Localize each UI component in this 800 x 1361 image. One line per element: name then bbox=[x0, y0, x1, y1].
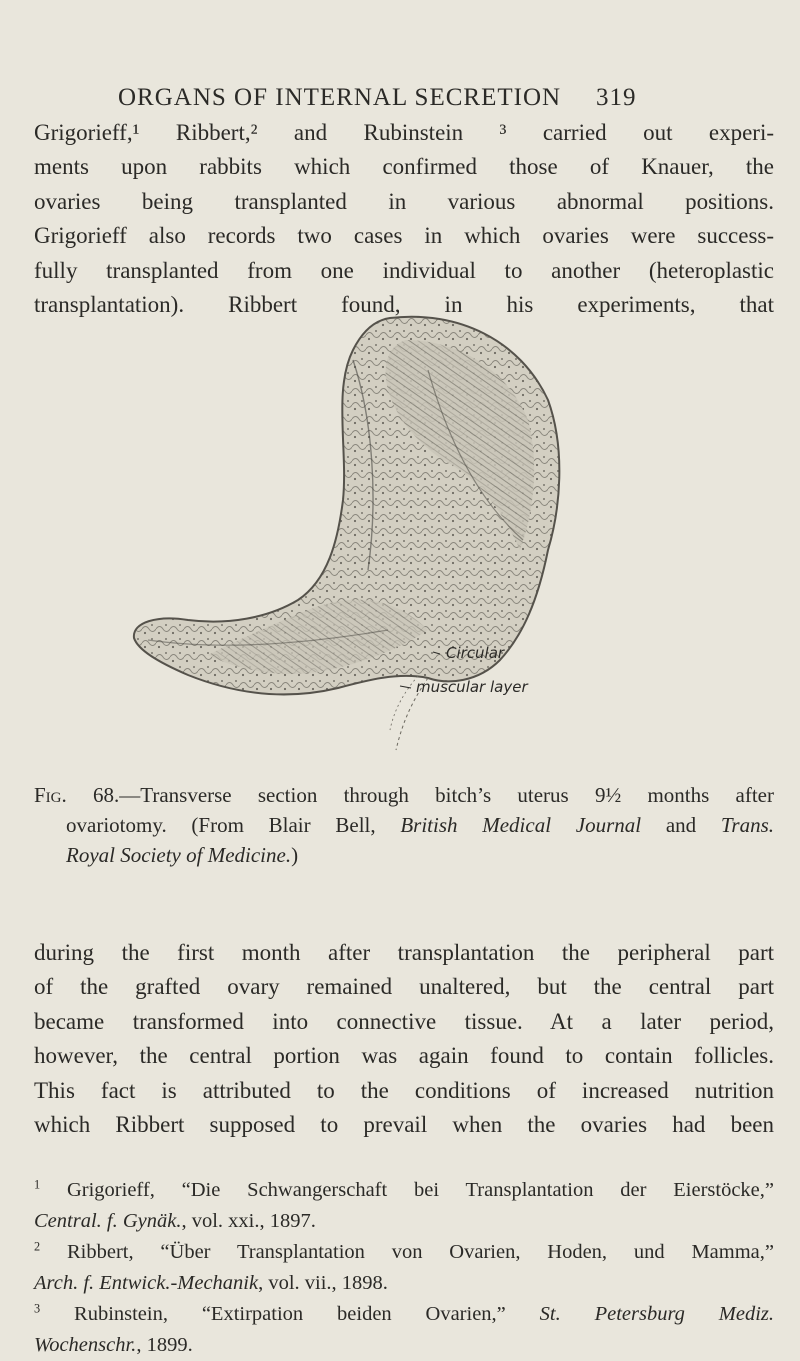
text-line: which Ribbert supposed to prevail when the ovaries had been bbox=[34, 1112, 774, 1138]
footnote-1-cont: Central. f. Gynäk., vol. xxi., 1897. bbox=[34, 1210, 316, 1232]
caption-line: Royal Society of Medicine.) bbox=[66, 843, 299, 867]
caption-line: ovariotomy. (From Blair Bell, British Medical Journal and Trans. bbox=[66, 813, 775, 837]
text-line: however, the central portion was again found to contain follicles. bbox=[34, 1043, 774, 1069]
text-line: This fact is attributed to the conditions of increased nutrition bbox=[34, 1077, 774, 1103]
caption-line: Fig. 68.—Transverse section through bitch’s uterus 9½ months after bbox=[34, 783, 774, 807]
paragraph-top bbox=[34, 116, 774, 322]
uterus-section-illustration bbox=[128, 300, 648, 770]
text-line: Grigorieff also records two cases in which ovaries were success- bbox=[34, 223, 774, 249]
footnote-3-cont: Wochenschr., 1899. bbox=[34, 1334, 193, 1356]
label-circular: Circular bbox=[446, 644, 505, 662]
page-number: 319 bbox=[596, 84, 637, 111]
text-line: fully transplanted from one individual to another (heteroplastic bbox=[34, 257, 774, 283]
text-line: ments upon rabbits which confirmed those of Knauer, the bbox=[34, 154, 774, 180]
footnote-2: $^2$ Ribbert, “Über Transplantation von Ovarien, Hoden, und Mamma,” bbox=[34, 1239, 774, 1263]
label-muscular-layer: muscular layer bbox=[416, 678, 528, 696]
footnote-1: $^1$ Grigorieff, “Die Schwangerschaft bei Transplantation der Eierstöcke,” bbox=[34, 1177, 774, 1201]
text-line: became transformed into connective tissue. At a later period, bbox=[34, 1008, 774, 1034]
text-line: transplantation). Ribbert found, in his experiments, that bbox=[34, 292, 774, 318]
text-line: ovaries being transplanted in various abnormal positions. bbox=[34, 188, 774, 214]
footnotes bbox=[34, 1175, 774, 1361]
footnote-2-cont: Arch. f. Entwick.-Mechanik, vol. vii., 1898. bbox=[34, 1272, 388, 1294]
running-title: ORGANS OF INTERNAL SECRETION bbox=[118, 84, 562, 111]
text-line: of the grafted ovary remained unaltered, but the central part bbox=[34, 974, 774, 1000]
paragraph-bottom bbox=[34, 936, 774, 1142]
text-line: Grigorieff,¹ Ribbert,² and Rubinstein ³ carried out experi- bbox=[34, 120, 774, 145]
figure-caption bbox=[34, 780, 774, 870]
figure-label: Fig. 68. bbox=[34, 783, 120, 807]
text-line: during the first month after transplantation the peripheral part bbox=[34, 940, 774, 965]
histology-figure bbox=[128, 300, 648, 770]
footnote-3: $^3$ Rubinstein, “Extirpation beiden Ovarien,” St. Petersburg Mediz. bbox=[34, 1301, 774, 1325]
